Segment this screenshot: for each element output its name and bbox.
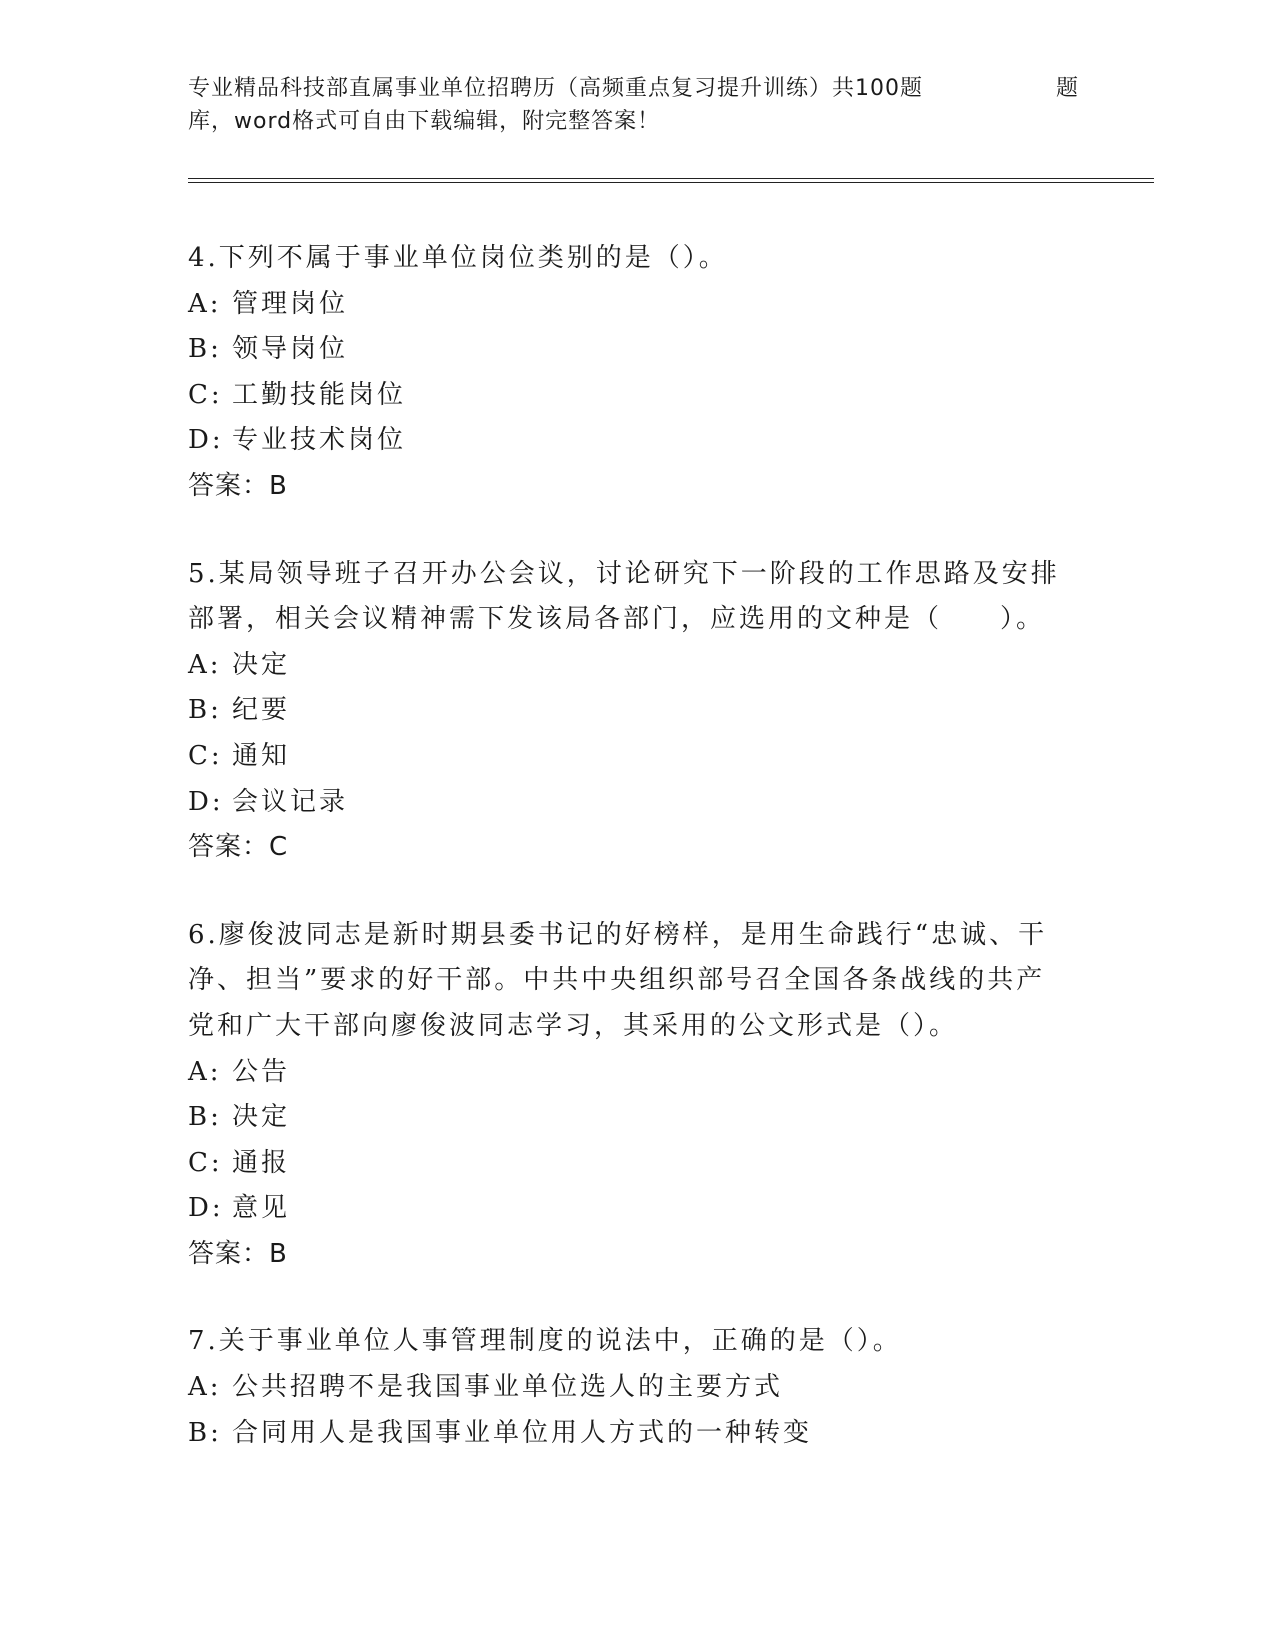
question-7: [188, 1319, 1088, 1456]
question-text: 7.关于事业单位人事管理制度的说法中，正确的是（）。: [188, 1326, 902, 1357]
option-letter: A:: [188, 1056, 222, 1087]
option-letter: A:: [188, 649, 222, 680]
option-letter: D:: [188, 1193, 224, 1224]
option-a: [188, 1050, 1088, 1096]
question-text: 6.廖俊波同志是新时期县委书记的好榜样，是用生命践行“忠诚、干: [188, 919, 1048, 950]
answer: 答案：B: [188, 1238, 288, 1269]
option-a: [188, 643, 1088, 689]
option-d: [188, 418, 1088, 464]
option-letter: D:: [188, 425, 224, 456]
question-text: 净、担当”要求的好干部。中共中央组织部号召全国各条战线的共产: [188, 965, 1046, 996]
option-d: [188, 1186, 1088, 1232]
option-text: 公告: [232, 1056, 291, 1087]
option-text: 通报: [232, 1147, 291, 1178]
question-6: [188, 913, 1088, 1278]
option-letter: B:: [188, 334, 222, 365]
question-5: [188, 552, 1088, 871]
answer: 答案：C: [188, 832, 289, 863]
option-text: 合同用人是我国事业单位用人方式的一种转变: [232, 1417, 813, 1448]
option-letter: A:: [188, 288, 222, 319]
option-b: [188, 327, 1088, 373]
option-text: 纪要: [232, 695, 291, 726]
option-text: 决定: [232, 1102, 291, 1133]
option-letter: D:: [188, 786, 224, 817]
question-4: [188, 236, 1088, 510]
option-letter: C:: [188, 1147, 223, 1178]
question-text: 5.某局领导班子召开办公会议，讨论研究下一阶段的工作思路及安排: [188, 558, 1060, 589]
option-c: [188, 373, 1088, 419]
option-text: 管理岗位: [232, 288, 349, 319]
option-d: [188, 780, 1088, 826]
option-letter: C:: [188, 379, 223, 410]
option-letter: B:: [188, 1102, 222, 1133]
answer: 答案：B: [188, 470, 288, 501]
option-a: [188, 282, 1088, 328]
question-text: 部署，相关会议精神需下发该局各部门，应选用的文种是（ ）。: [188, 604, 1046, 635]
option-c: [188, 734, 1088, 780]
header-line-1: 专业精品科技部直属事业单位招聘历（高频重点复习提升训练）共100题 题: [188, 72, 1088, 105]
question-list: [188, 236, 1088, 1498]
question-text: 4.下列不属于事业单位岗位类别的是（）。: [188, 243, 728, 273]
header-divider-top: [188, 178, 1154, 179]
option-text: 公共招聘不是我国事业单位选人的主要方式: [232, 1372, 784, 1403]
option-letter: B:: [188, 695, 222, 726]
option-a: [188, 1365, 1088, 1411]
header-line-2: 库，word格式可自由下载编辑，附完整答案！: [188, 109, 661, 134]
option-text: 意见: [232, 1193, 291, 1224]
option-text: 领导岗位: [232, 334, 349, 365]
option-letter: C:: [188, 740, 223, 771]
document-header: [188, 72, 1088, 138]
header-line-1-tail: 题: [1056, 76, 1080, 101]
option-text: 专业技术岗位: [232, 425, 407, 456]
option-letter: A:: [188, 1372, 222, 1403]
option-c: [188, 1141, 1088, 1187]
option-text: 通知: [232, 740, 291, 771]
option-b: [188, 1095, 1088, 1141]
option-text: 决定: [232, 649, 291, 680]
header-divider-bottom: [188, 182, 1154, 183]
option-b: [188, 688, 1088, 734]
option-letter: B:: [188, 1417, 222, 1448]
question-text: 党和广大干部向廖俊波同志学习，其采用的公文形式是（）。: [188, 1010, 959, 1041]
option-text: 会议记录: [232, 786, 349, 817]
option-b: [188, 1411, 1088, 1457]
option-text: 工勤技能岗位: [232, 379, 407, 410]
